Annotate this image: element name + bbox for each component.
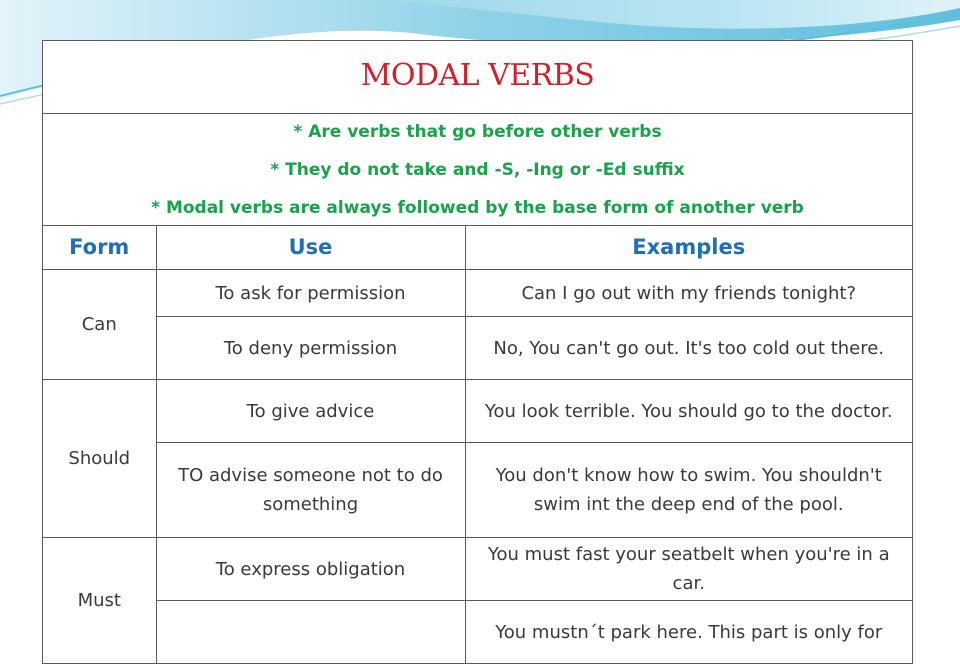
header-examples: Examples <box>465 226 912 270</box>
table-header-row <box>43 226 912 270</box>
table-row <box>43 538 912 601</box>
example-cell: You don't know how to swim. You shouldn't swim int the deep end of the pool. <box>465 443 912 538</box>
modal-verbs-table <box>43 226 912 664</box>
intro-line: * Modal verbs are always followed by the base form of another verb <box>151 197 804 218</box>
title-row <box>43 41 912 114</box>
use-cell: TO advise someone not to do something <box>156 443 465 538</box>
use-cell: To express obligation <box>156 538 465 601</box>
table-row <box>43 601 912 664</box>
example-cell: Can I go out with my friends tonight? <box>465 270 912 317</box>
intro-section <box>43 114 912 226</box>
table-row <box>43 443 912 538</box>
intro-line: * They do not take and -S, -Ing or -Ed suffix <box>270 159 685 180</box>
header-use: Use <box>156 226 465 270</box>
example-cell: You look terrible. You should go to the doctor. <box>465 380 912 443</box>
form-cell-should: Should <box>43 380 156 538</box>
modal-verbs-sheet <box>42 40 913 664</box>
use-cell: To deny permission <box>156 317 465 380</box>
example-cell: You mustn´t park here. This part is only for <box>465 601 912 664</box>
use-cell: To give advice <box>156 380 465 443</box>
table-row <box>43 270 912 317</box>
table-row <box>43 317 912 380</box>
example-cell: You must fast your seatbelt when you're in a car. <box>465 538 912 601</box>
page-title: MODAL VERBS <box>360 57 595 93</box>
use-cell <box>156 601 465 664</box>
form-cell-can: Can <box>43 270 156 380</box>
header-form: Form <box>43 226 156 270</box>
use-cell: To ask for permission <box>156 270 465 317</box>
form-cell-must: Must <box>43 538 156 664</box>
table-row <box>43 380 912 443</box>
intro-line: * Are verbs that go before other verbs <box>293 121 662 142</box>
example-cell: No, You can't go out. It's too cold out there. <box>465 317 912 380</box>
